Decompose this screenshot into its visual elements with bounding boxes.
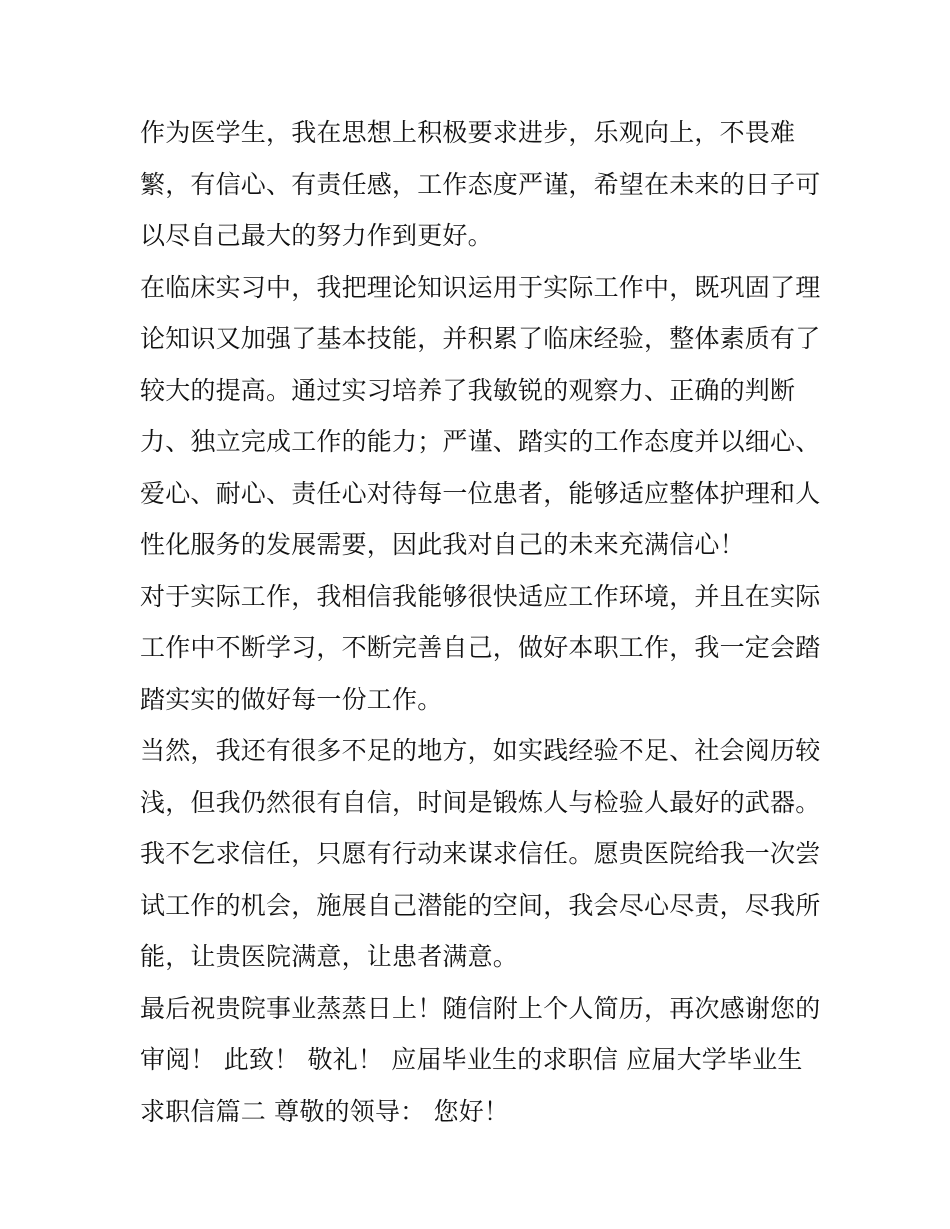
text-line: 性化服务的发展需要，因此我对自己的未来充满信心！: [140, 530, 745, 559]
text-line: 浅，但我仍然很有自信，时间是锻炼人与检验人最好的武器。: [140, 787, 821, 817]
text-line: 力、独立完成工作的能力；严谨、踏实的工作态度并以细心、: [140, 427, 821, 456]
text-line: 审阅！ 此致！ 敬礼！ 应届毕业生的求职信 应届大学毕业生: [140, 1045, 803, 1074]
text-line: 能，让贵医院满意，让患者满意。: [140, 942, 519, 971]
text-line: 较大的提高。通过实习培养了我敏锐的观察力、正确的判断: [140, 375, 796, 405]
text-line: 作为医学生，我在思想上积极要求进步，乐观向上，不畏难: [140, 118, 796, 147]
text-line: 工作中不断学习，不断完善自己，做好本职工作，我一定会踏: [140, 633, 821, 662]
text-line: 在临床实习中，我把理论知识运用于实际工作中，既巩固了理: [140, 272, 821, 302]
document-body: [140, 107, 820, 1137]
text-line: 以尽自己最大的努力作到更好。: [140, 221, 493, 250]
text-line: 论知识又加强了基本技能，并积累了临床经验，整体素质有了: [140, 324, 821, 353]
text-line: 试工作的机会，施展自己潜能的空间，我会尽心尽责，尽我所: [140, 890, 821, 920]
text-line: 踏实实的做好每一份工作。: [140, 684, 443, 714]
text-line: 对于实际工作，我相信我能够很快适应工作环境，并且在实际: [140, 581, 821, 611]
text-line: 最后祝贵院事业蒸蒸日上！随信附上个人简历，再次感谢您的: [140, 993, 821, 1023]
text-line: 求职信篇二 尊敬的领导： 您好！: [140, 1096, 510, 1126]
text-line: 繁，有信心、有责任感，工作态度严谨，希望在未来的日子可: [140, 169, 821, 199]
text-line: 爱心、耐心、责任心对待每一位患者，能够适应整体护理和人: [140, 478, 821, 508]
text-line: 当然，我还有很多不足的地方，如实践经验不足、社会阅历较: [140, 736, 821, 765]
text-line: 我不乞求信任，只愿有行动来谋求信任。愿贵医院给我一次尝: [140, 839, 821, 868]
